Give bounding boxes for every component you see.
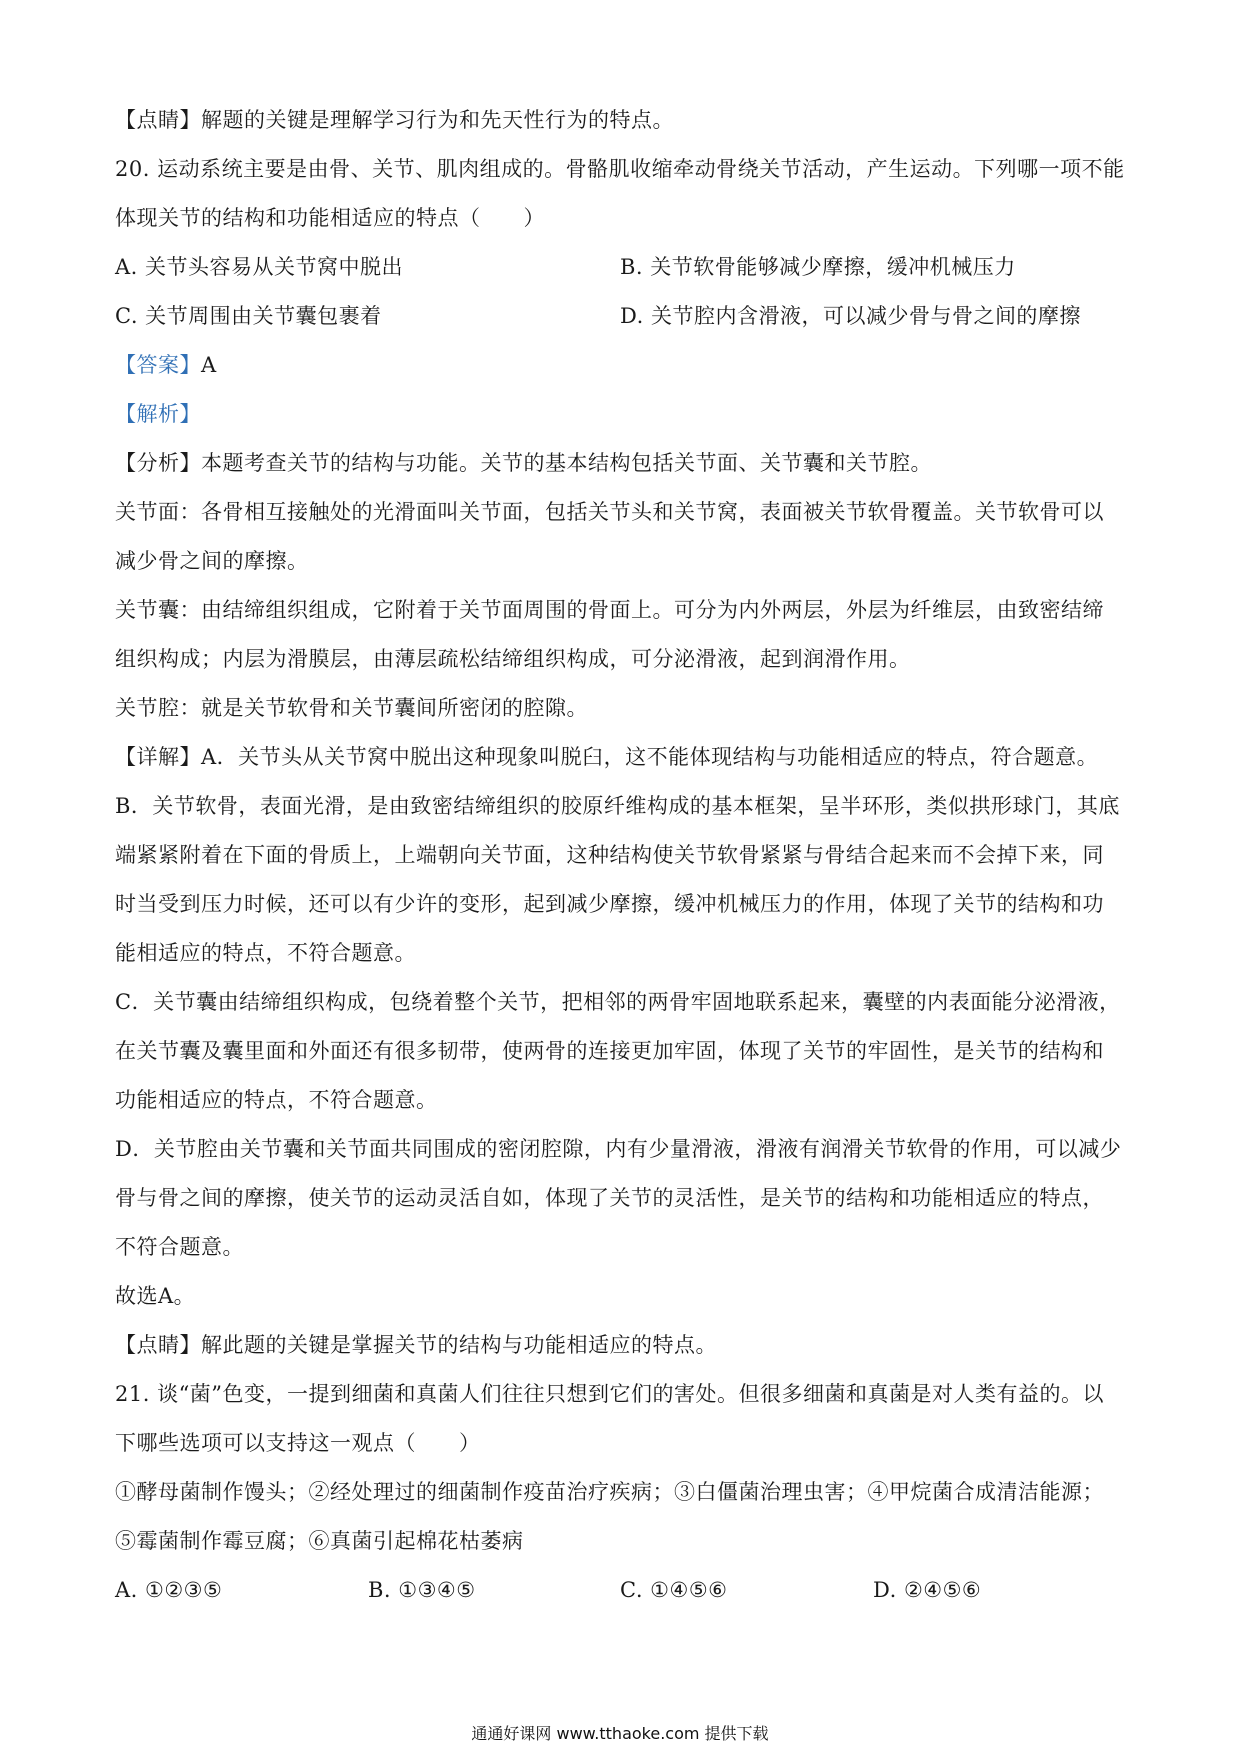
- q21-items-line1: ①酵母菌制作馒头；②经处理过的细菌制作疫苗治疗疾病；③白僵菌治理虫害；④甲烷菌合成清洁能源；: [115, 1480, 1104, 1504]
- body-line: D．关节腔由关节囊和关节面共同围成的密闭腔隙，内有少量滑液，滑液有润滑关节软骨的作用，可以减少: [115, 1137, 1122, 1161]
- analysis-label: 【解析】: [115, 402, 201, 426]
- page-footer: 通通好课网 www.tthaoke.com 提供下载: [471, 1724, 769, 1743]
- q20-option-d: D. 关节腔内含滑液，可以减少骨与骨之间的摩擦: [620, 304, 1081, 328]
- q21-stem-line2: 下哪些选项可以支持这一观点（ ）: [115, 1431, 481, 1455]
- body-line: 在关节囊及囊里面和外面还有很多韧带，使两骨的连接更加牢固，体现了关节的牢固性，是关节的结构和: [115, 1039, 1104, 1063]
- body-line: 关节面：各骨相互接触处的光滑面叫关节面，包括关节头和关节窝，表面被关节软骨覆盖。关节软骨可以: [115, 500, 1104, 524]
- body-line: 【点睛】解此题的关键是掌握关节的结构与功能相适应的特点。: [115, 1333, 717, 1357]
- q20-options-row2: [115, 292, 1135, 341]
- body-line: 功能相适应的特点，不符合题意。: [115, 1088, 438, 1112]
- answer-value: A: [201, 353, 217, 377]
- answer-label: 【答案】: [115, 353, 201, 377]
- body-line: 关节腔：就是关节软骨和关节囊间所密闭的腔隙。: [115, 696, 588, 720]
- q20-options-row1: [115, 243, 1135, 292]
- body-line: 关节囊：由结缔组织组成，它附着于关节面周围的骨面上。可分为内外两层，外层为纤维层，由致密结缔: [115, 598, 1104, 622]
- body-line: 组织构成；内层为滑膜层，由薄层疏松结缔组织构成，可分泌滑液，起到润滑作用。: [115, 647, 911, 671]
- answer-line: [115, 341, 1135, 390]
- dianjing-prev: 【点睛】解题的关键是理解学习行为和先天性行为的特点。: [115, 108, 674, 132]
- q20-option-c: C. 关节周围由关节囊包裹着: [115, 304, 382, 328]
- q21-option-a: A. ①②③⑤: [115, 1578, 223, 1602]
- body-line: 减少骨之间的摩擦。: [115, 549, 309, 573]
- q21-options-row: [115, 1566, 1135, 1615]
- body-line: 时当受到压力时候，还可以有少许的变形，起到减少摩擦，缓冲机械压力的作用，体现了关节的结构和功: [115, 892, 1104, 916]
- q20-option-a: A. 关节头容易从关节窝中脱出: [115, 255, 404, 279]
- body-line: 故选A。: [115, 1284, 196, 1308]
- body-line: 不符合题意。: [115, 1235, 244, 1259]
- q21-stem-line1: 21. 谈“菌”色变，一提到细菌和真菌人们往往只想到它们的害处。但很多细菌和真菌是对人类有益的。以: [115, 1382, 1105, 1406]
- body-line: C．关节囊由结缔组织构成，包绕着整个关节，把相邻的两骨牢固地联系起来，囊壁的内表面能分泌滑液，: [115, 990, 1121, 1014]
- body-line: 能相适应的特点，不符合题意。: [115, 941, 416, 965]
- body-line: 端紧紧附着在下面的骨质上，上端朝向关节面，这种结构使关节软骨紧紧与骨结合起来而不会掉下来，同: [115, 843, 1104, 867]
- q20-stem-line1: 20. 运动系统主要是由骨、关节、肌肉组成的。骨骼肌收缩牵动骨绕关节活动，产生运动。下列哪一项不能: [115, 157, 1125, 181]
- q20-option-b: B. 关节软骨能够减少摩擦，缓冲机械压力: [620, 255, 1016, 279]
- body-line: B．关节软骨，表面光滑，是由致密结缔组织的胶原纤维构成的基本框架，呈半环形，类似拱形球门，其底: [115, 794, 1120, 818]
- body-line: 【分析】本题考查关节的结构与功能。关节的基本结构包括关节面、关节囊和关节腔。: [115, 451, 932, 475]
- body-line: 骨与骨之间的摩擦，使关节的运动灵活自如，体现了关节的灵活性，是关节的结构和功能相适应的特点，: [115, 1186, 1104, 1210]
- q21-option-c: C. ①④⑤⑥: [620, 1578, 728, 1602]
- document-page: [115, 96, 1135, 1615]
- q21-option-d: D. ②④⑤⑥: [873, 1578, 982, 1602]
- q21-option-b: B. ①③④⑤: [368, 1578, 476, 1602]
- q20-stem-line2: 体现关节的结构和功能相适应的特点（ ）: [115, 206, 545, 230]
- body-line: 【详解】A．关节头从关节窝中脱出这种现象叫脱臼，这不能体现结构与功能相适应的特点，符合题意。: [115, 745, 1099, 769]
- q21-items-line2: ⑤霉菌制作霉豆腐；⑥真菌引起棉花枯萎病: [115, 1529, 524, 1553]
